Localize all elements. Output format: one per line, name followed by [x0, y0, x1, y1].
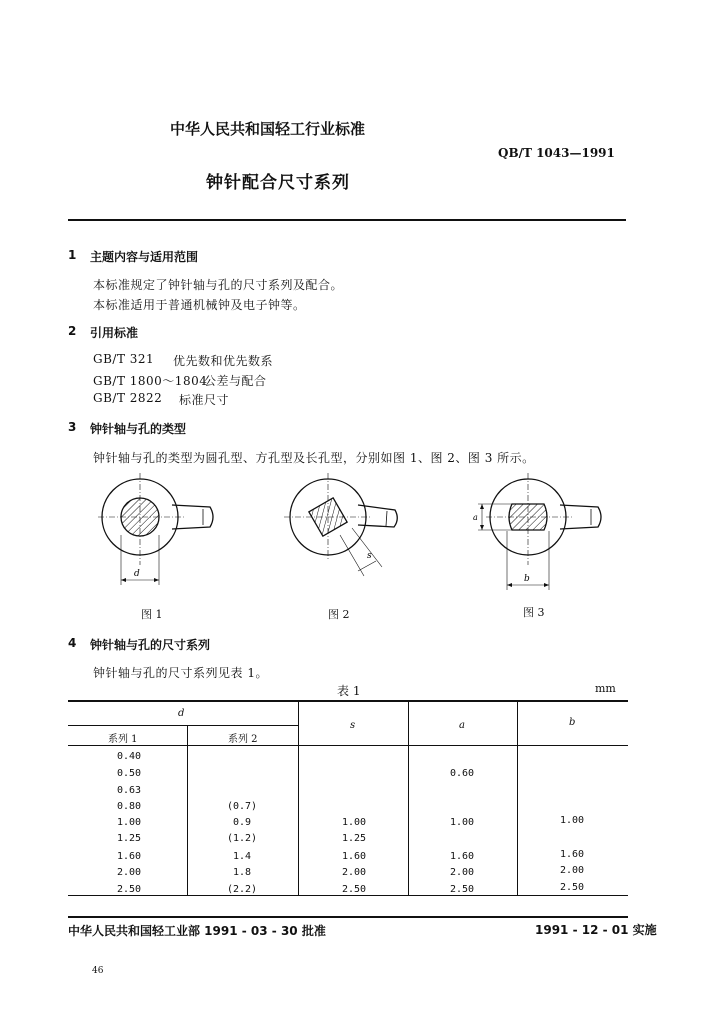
- cell-series-1: 0.63: [116, 785, 142, 796]
- effective-date: 1991 - 12 - 01 实施: [535, 923, 657, 937]
- standard-org: 中华人民共和国轻工行业标准: [170, 120, 366, 138]
- approval-note: 中华人民共和国轻工业部 1991 - 03 - 30 批准: [68, 924, 326, 938]
- section-4-paragraph: 钟针轴与孔的尺寸系列见表 1。: [93, 666, 268, 680]
- figure-2-square-hole: [284, 473, 397, 576]
- cell-series-1: 1.60: [116, 851, 142, 862]
- header-b: b: [569, 717, 576, 728]
- footer-rule: [68, 916, 628, 918]
- figure-1-round-hole: [98, 473, 213, 585]
- figure-3-a-label: a: [473, 513, 478, 522]
- reference-name: 公差与配合: [204, 374, 267, 388]
- header-d: d: [178, 708, 185, 719]
- cell-b: 2.00: [559, 865, 585, 876]
- cell-series-1: 2.00: [116, 867, 142, 878]
- cell-s: 1.60: [341, 851, 367, 862]
- table-column-divider: [298, 700, 299, 895]
- section-2-title: 引用标准: [90, 326, 139, 340]
- standard-code: QB/T 1043—1991: [498, 146, 615, 160]
- figure-2-dimension-label: s: [367, 551, 372, 561]
- cell-series-1: 1.00: [116, 817, 142, 828]
- cell-a: 2.50: [449, 884, 475, 895]
- section-1-title: 主题内容与适用范围: [90, 250, 199, 264]
- figure-3-caption: 图 3: [523, 606, 545, 619]
- table-column-divider: [408, 700, 409, 895]
- table-header-bottom-rule: [68, 745, 628, 746]
- section-3-number: 3: [68, 420, 77, 434]
- cell-series-1: 0.80: [116, 801, 142, 812]
- header-s: s: [350, 720, 356, 731]
- cell-series-1: 1.25: [116, 833, 142, 844]
- section-1-paragraph-2: 本标准适用于普通机械钟及电子钟等。: [93, 298, 306, 312]
- reference-code: GB/T 321: [93, 352, 155, 366]
- cell-b: 1.60: [559, 849, 585, 860]
- table-column-divider: [517, 700, 518, 895]
- document-title: 钟针配合尺寸系列: [206, 173, 350, 193]
- section-4-number: 4: [68, 636, 77, 650]
- cell-a: 2.00: [449, 867, 475, 878]
- figure-2-caption: 图 2: [328, 608, 350, 621]
- cell-series-2: 1.8: [232, 867, 252, 878]
- table-caption: 表 1: [337, 684, 361, 698]
- reference-name: 优先数和优先数系: [173, 354, 274, 368]
- figure-1-caption: 图 1: [141, 608, 163, 621]
- section-4-title: 钟针轴与孔的尺寸系列: [90, 638, 211, 652]
- cell-s: 1.25: [341, 833, 367, 844]
- cell-s: 1.00: [341, 817, 367, 828]
- figure-3-b-label: b: [524, 574, 530, 584]
- cell-s: 2.00: [341, 867, 367, 878]
- table-top-rule: [68, 700, 628, 702]
- cell-a: 0.60: [449, 768, 475, 779]
- header-a: a: [459, 720, 465, 731]
- cell-series-2: (0.7): [226, 801, 258, 812]
- header-series-1: 系列 1: [108, 734, 138, 745]
- cell-series-2: 1.4: [232, 851, 252, 862]
- table-unit: mm: [595, 682, 616, 695]
- table-bottom-rule: [68, 895, 628, 896]
- cell-b: 2.50: [559, 882, 585, 893]
- cell-series-2: 0.9: [232, 817, 252, 828]
- reference-code: GB/T 1800～1804: [93, 374, 208, 388]
- cell-a: 1.00: [449, 817, 475, 828]
- figure-1-dimension-label: d: [134, 569, 140, 579]
- header-series-2: 系列 2: [228, 734, 258, 745]
- page-number: 46: [92, 966, 104, 976]
- section-1-number: 1: [68, 248, 77, 262]
- header-rule: [68, 219, 626, 221]
- cell-series-1: 0.40: [116, 751, 142, 762]
- section-2-number: 2: [68, 324, 77, 338]
- cell-s: 2.50: [341, 884, 367, 895]
- reference-name: 标准尺寸: [179, 393, 230, 407]
- table-header-divider: [68, 725, 298, 726]
- cell-a: 1.60: [449, 851, 475, 862]
- cell-series-2: (1.2): [226, 833, 258, 844]
- figures-drawing: [60, 465, 660, 600]
- section-3-title: 钟针轴与孔的类型: [90, 422, 187, 436]
- table-column-divider: [187, 725, 188, 895]
- figure-3-long-hole: [478, 473, 601, 590]
- section-3-paragraph: 钟针轴与孔的类型为圆孔型、方孔型及长孔型，分别如图 1、图 2、图 3 所示。: [93, 451, 535, 465]
- cell-series-1: 2.50: [116, 884, 142, 895]
- cell-b: 1.00: [559, 815, 585, 826]
- cell-series-1: 0.50: [116, 768, 142, 779]
- reference-code: GB/T 2822: [93, 391, 163, 405]
- cell-series-2: (2.2): [226, 884, 258, 895]
- section-1-paragraph-1: 本标准规定了钟针轴与孔的尺寸系列及配合。: [93, 278, 344, 292]
